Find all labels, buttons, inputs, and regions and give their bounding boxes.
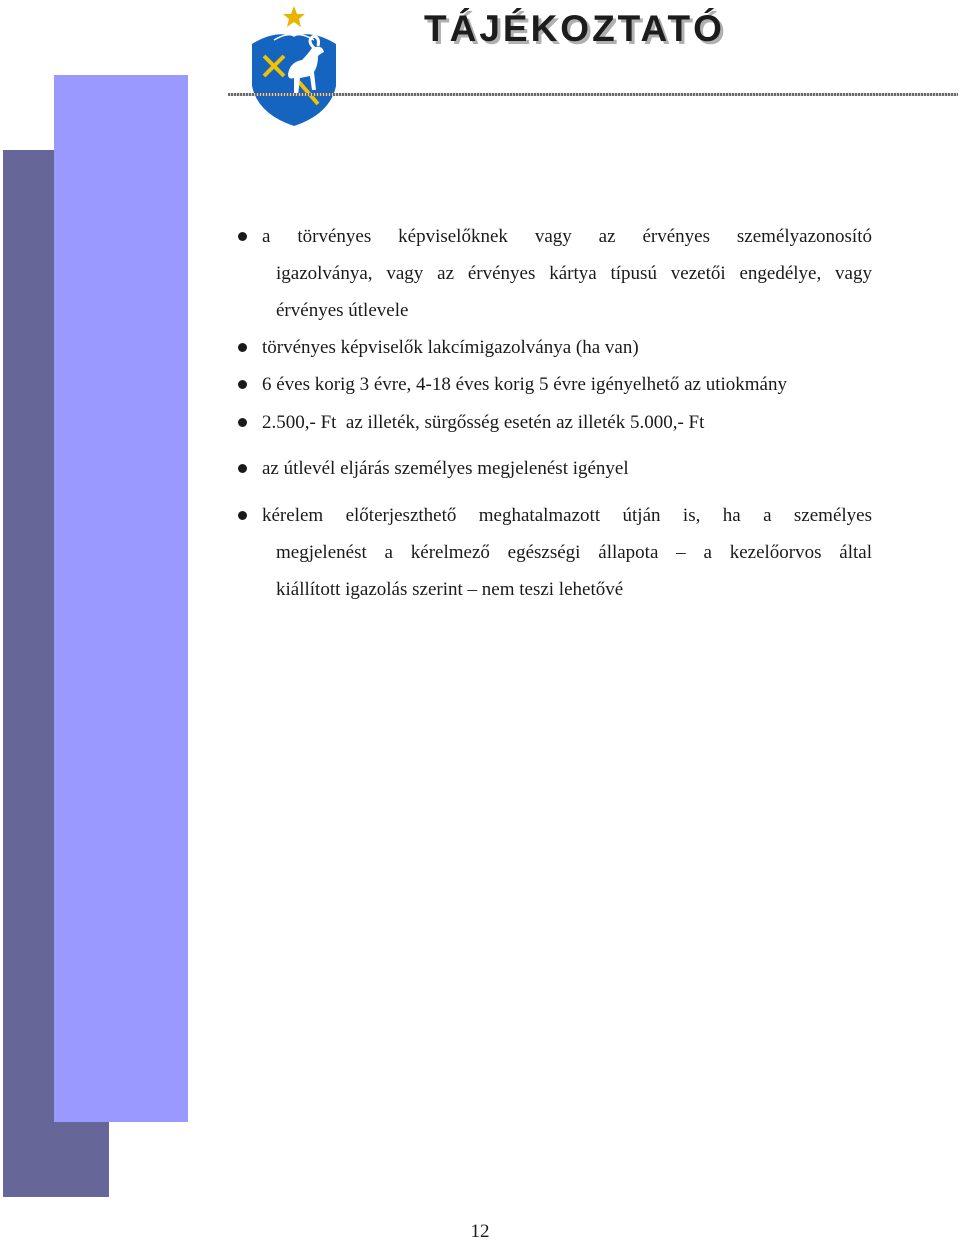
page-number: 12 [470,1221,490,1242]
list-item-line: 6 éves korig 3 évre, 4-18 éves korig 5 évre igényelhető az utiokmány [262,374,787,395]
decorative-bar-light [54,75,188,1122]
list-item-line: kérelem előterjeszthető meghatalmazott útján is, ha a személyes [262,505,872,526]
list-item-line: törvényes képviselők lakcímigazolványa (ha van) [262,337,639,358]
bullet-icon [238,380,247,389]
bullet-icon [238,232,247,241]
list-item [262,218,872,329]
header-divider [228,93,958,96]
list-item-line: 2.500,- Ft az illeték, sürgősség esetén az illeték 5.000,- Ft [262,412,705,433]
bullet-icon [238,343,247,352]
list-item-line: érvényes útlevele [276,300,409,321]
list-item [262,329,872,366]
list-item [262,404,872,441]
list-item-line: kiállított igazolás szerint – nem teszi lehetővé [276,579,624,600]
list-item-line: a törvényes képviselőknek vagy az érvényes személyazonosító [262,226,872,247]
bullet-icon [238,464,247,473]
bullet-icon [238,418,247,427]
list-item-line: igazolványa, vagy az érvényes kártya típusú vezetői engedélye, vagy [276,263,872,284]
coat-of-arms-icon [244,4,344,132]
page-title: TÁJÉKOZTATÓ [424,8,725,49]
list-item-line: megjelenést a kérelmező egészségi állapota – a kezelőorvos által [276,542,872,563]
list-item [262,366,872,403]
list-item-line: az útlevél eljárás személyes megjelenést igényel [262,458,629,479]
list-item [262,497,872,608]
list-item [262,450,872,487]
bullet-icon [238,511,247,520]
